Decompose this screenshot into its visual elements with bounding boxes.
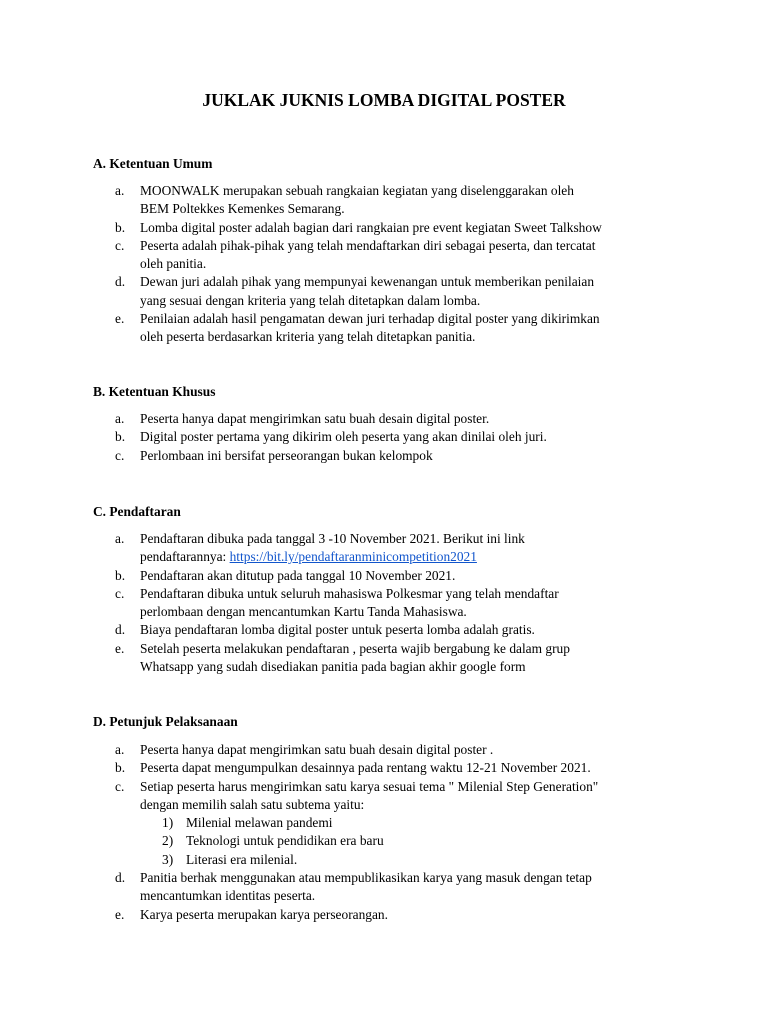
section-b-list: [115, 410, 675, 465]
list-item-text: MOONWALK merupakan sebuah rangkaian kegiatan yang diselenggarakan oleh: [140, 183, 574, 198]
list-item: [115, 182, 675, 219]
list-item: [115, 778, 675, 869]
list-item-text: Peserta dapat mengumpulkan desainnya pada rentang waktu 12-21 November 2021.: [140, 760, 591, 776]
list-item: [115, 447, 675, 465]
list-item-text: oleh peserta berdasarkan kriteria yang telah ditetapkan panitia.: [140, 329, 476, 345]
list-item: [115, 759, 675, 777]
list-marker: c.: [115, 585, 125, 601]
list-marker: 3): [162, 851, 174, 867]
list-marker: b.: [115, 219, 126, 235]
list-marker: e.: [115, 906, 125, 922]
section-d-list: [115, 741, 675, 924]
list-marker: c.: [115, 778, 125, 794]
list-marker: e.: [115, 311, 125, 327]
subtheme-list: [140, 814, 675, 869]
list-item: [115, 410, 675, 428]
list-marker: e.: [115, 640, 125, 656]
list-marker: c.: [115, 237, 125, 253]
list-item: [115, 567, 675, 585]
list-item-text: BEM Poltekkes Kemenkes Semarang.: [140, 201, 345, 217]
list-item-text: pendaftarannya:: [140, 549, 230, 565]
list-item-text: mencantumkan identitas peserta.: [140, 888, 316, 904]
list-marker: a.: [115, 183, 125, 198]
list-item: [115, 428, 675, 446]
list-item: [115, 621, 675, 639]
list-item-text: Pendaftaran dibuka pada tanggal 3 -10 November 2021. Berikut ini link: [140, 531, 525, 546]
list-marker: b.: [115, 429, 126, 445]
list-marker: c.: [115, 447, 125, 463]
list-item-text: Setiap peserta harus mengirimkan satu karya sesuai tema " Milenial Step Generation": [140, 778, 599, 794]
list-item-text: yang sesuai dengan kriteria yang telah ditetapkan dalam lomba.: [140, 292, 481, 308]
list-marker: b.: [115, 760, 126, 776]
list-item-text: Lomba digital poster adalah bagian dari rangkaian pre event kegiatan Sweet Talkshow: [140, 219, 602, 235]
list-item-text: Penilaian adalah hasil pengamatan dewan juri terhadap digital poster yang dikirimkan: [140, 311, 600, 327]
list-item: [115, 237, 675, 274]
list-marker: d.: [115, 622, 126, 638]
list-item-text: Digital poster pertama yang dikirim oleh peserta yang akan dinilai oleh juri.: [140, 429, 547, 445]
list-item: [115, 741, 675, 759]
document-title: JUKLAK JUKNIS LOMBA DIGITAL POSTER: [202, 90, 566, 110]
list-item-text: Karya peserta merupakan karya perseorangan.: [140, 906, 388, 922]
list-item-text: Pendaftaran dibuka untuk seluruh mahasiswa Polkesmar yang telah mendaftar: [140, 585, 559, 601]
section-heading-c: C. Pendaftaran: [93, 504, 181, 519]
list-item-text: Peserta adalah pihak-pihak yang telah mendaftarkan diri sebagai peserta, dan tercatat: [140, 237, 596, 253]
list-marker: d.: [115, 274, 126, 290]
list-item: [115, 640, 675, 677]
list-item-text: Setelah peserta melakukan pendaftaran , peserta wajib bergabung ke dalam grup: [140, 640, 570, 656]
list-item: [115, 530, 675, 567]
section-heading-a: A. Ketentuan Umum: [93, 156, 213, 171]
registration-link[interactable]: https://bit.ly/pendaftaranminicompetition2021: [229, 549, 477, 565]
section-c-list: [115, 530, 675, 676]
list-item-text: Milenial melawan pandemi: [186, 815, 333, 831]
list-marker: 2): [162, 833, 174, 849]
list-item: [115, 273, 675, 310]
list-item-text: Peserta hanya dapat mengirimkan satu buah desain digital poster.: [140, 411, 490, 426]
list-item-text: Teknologi untuk pendidikan era baru: [186, 833, 384, 849]
subtheme-item: [140, 814, 675, 832]
list-marker: a.: [115, 742, 125, 757]
list-marker: a.: [115, 531, 125, 546]
section-heading-d: D. Petunjuk Pelaksanaan: [93, 714, 238, 729]
list-item-text: Perlombaan ini bersifat perseorangan bukan kelompok: [140, 447, 433, 463]
list-item-text: Dewan juri adalah pihak yang mempunyai kewenangan untuk memberikan penilaian: [140, 274, 595, 290]
list-item: [115, 310, 675, 347]
list-item-text: Literasi era milenial.: [186, 851, 298, 867]
section-heading-b: B. Ketentuan Khusus: [93, 384, 216, 399]
list-item-text: Whatsapp yang sudah disediakan panitia pada bagian akhir google form: [140, 659, 526, 675]
list-item: [115, 585, 675, 622]
list-item-text: Peserta hanya dapat mengirimkan satu buah desain digital poster .: [140, 742, 494, 757]
list-marker: a.: [115, 411, 125, 426]
subtheme-item: [140, 832, 675, 850]
list-marker: b.: [115, 567, 126, 583]
list-item-text: Pendaftaran akan ditutup pada tanggal 10 November 2021.: [140, 567, 456, 583]
list-item: [115, 906, 675, 924]
list-item-text: dengan memilih salah satu subtema yaitu:: [140, 796, 365, 812]
list-item-text: Biaya pendaftaran lomba digital poster untuk peserta lomba adalah gratis.: [140, 622, 535, 638]
list-item: [115, 869, 675, 906]
list-item-text: perlombaan dengan mencantumkan Kartu Tanda Mahasiswa.: [140, 604, 467, 620]
list-item: [115, 219, 675, 237]
list-item-text: Panitia berhak menggunakan atau mempublikasikan karya yang masuk dengan tetap: [140, 870, 592, 886]
subtheme-item: [140, 851, 675, 869]
list-marker: 1): [162, 815, 174, 831]
list-item-text: oleh panitia.: [140, 256, 207, 272]
list-marker: d.: [115, 870, 126, 886]
section-a-list: [115, 182, 675, 347]
